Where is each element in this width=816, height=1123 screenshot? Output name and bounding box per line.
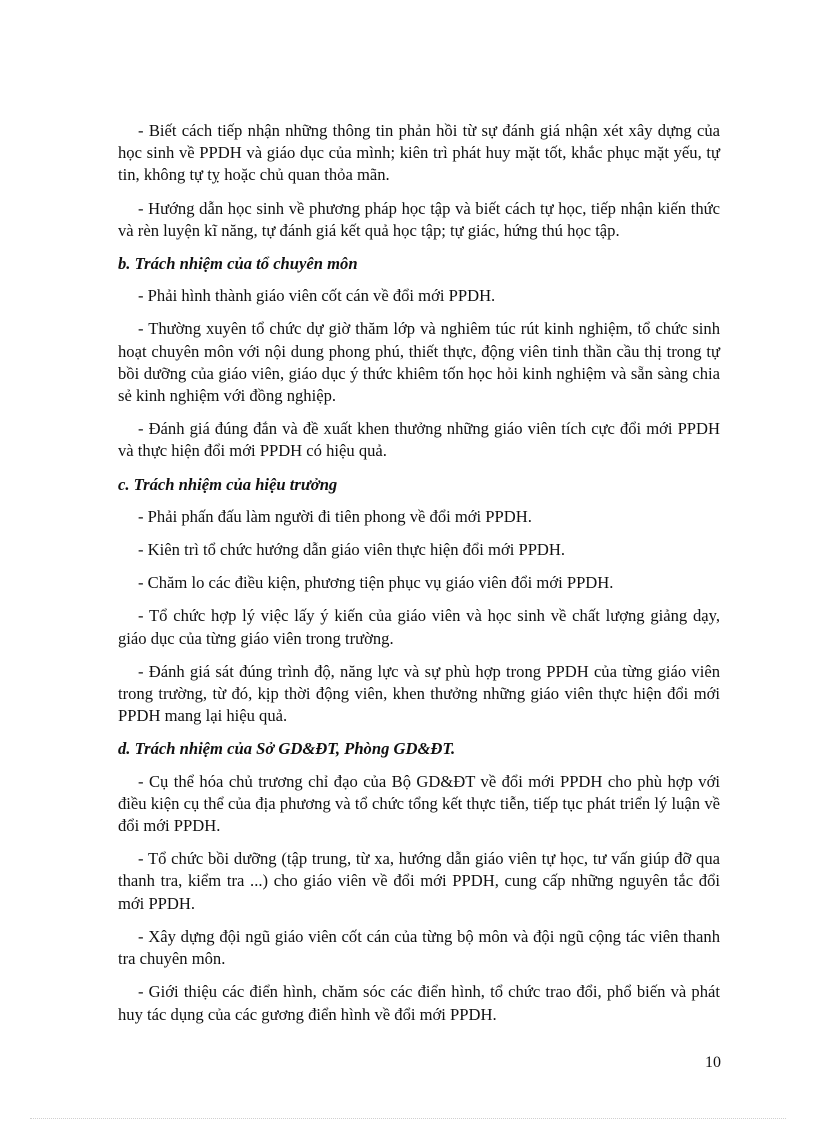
page-body: [118, 120, 720, 1037]
paragraph: - Cụ thể hóa chủ trương chỉ đạo của Bộ GD&ĐT về đổi mới PPDH cho phù hợp với điều kiện cụ thể của địa phương và tổ chức tổng kết thực tiễn, tiếp tục phát triển lý luận về đổi mới PPDH.: [118, 771, 720, 836]
paragraph: - Tổ chức bồi dưỡng (tập trung, từ xa, hướng dẫn giáo viên tự học, tư vấn giúp đỡ qua thanh tra, kiểm tra ...) cho giáo viên về đổi mới PPDH, cung cấp những nguyên tắc đổi mới PPDH.: [118, 849, 720, 913]
paragraph: - Phải hình thành giáo viên cốt cán về đổi mới PPDH.: [138, 286, 496, 306]
paragraph: - Phải phấn đấu làm người đi tiên phong về đổi mới PPDH.: [138, 506, 532, 526]
paragraph: - Giới thiệu các điển hình, chăm sóc các điển hình, tổ chức trao đổi, phổ biến và phát huy tác dụng của các gương điển hình về đổi mới PPDH.: [118, 982, 720, 1024]
page-bottom-divider: [30, 1118, 786, 1119]
paragraph: - Đánh giá đúng đắn và đề xuất khen thưởng những giáo viên tích cực đổi mới PPDH và thực hiện đổi mới PPDH có hiệu quả.: [118, 419, 720, 461]
paragraph: - Xây dựng đội ngũ giáo viên cốt cán của từng bộ môn và đội ngũ cộng tác viên thanh tra chuyên môn.: [118, 926, 720, 969]
paragraph: - Thường xuyên tổ chức dự giờ thăm lớp và nghiêm túc rút kinh nghiệm, tổ chức sinh hoạt chuyên môn với nội dung phong phú, thiết thực, động viên tinh thần cầu thị trong tự bồi dưỡng của giáo viên, giáo dục ý thức khiêm tốn học hỏi kinh nghiệm và sẵn sàng chia sẻ kinh nghiệm với đồng nghiệp.: [118, 319, 720, 406]
paragraph: - Chăm lo các điều kiện, phương tiện phục vụ giáo viên đổi mới PPDH.: [138, 573, 614, 593]
section-heading: b. Trách nhiệm của tổ chuyên môn: [118, 254, 358, 274]
paragraph: - Tổ chức hợp lý việc lấy ý kiến của giáo viên và học sinh về chất lượng giảng dạy, giáo dục của từng giáo viên trong trường.: [118, 606, 720, 648]
paragraph: - Kiên trì tổ chức hướng dẫn giáo viên thực hiện đổi mới PPDH.: [138, 540, 566, 560]
paragraph: - Biết cách tiếp nhận những thông tin phản hồi từ sự đánh giá nhận xét xây dựng của học sinh về PPDH và giáo dục của mình; kiên trì phát huy mặt tốt, khắc phục mặt yếu, tự tin, không tự tỵ hoặc chủ quan thỏa mãn.: [118, 121, 720, 185]
paragraph: - Đánh giá sát đúng trình độ, năng lực và sự phù hợp trong PPDH của từng giáo viên trong trường, từ đó, kịp thời động viên, khen thưởng những giáo viên thực hiện đổi mới PPDH mang lại hiệu quả.: [118, 661, 720, 726]
section-heading: d. Trách nhiệm của Sở GD&ĐT, Phòng GD&ĐT.: [118, 739, 456, 759]
page-number: 10: [705, 1054, 721, 1071]
paragraph: - Hướng dẫn học sinh về phương pháp học tập và biết cách tự học, tiếp nhận kiến thức và rèn luyện kĩ năng, tự đánh giá kết quả học tập; tự giác, hứng thú học tập.: [118, 198, 720, 240]
section-heading: c. Trách nhiệm của hiệu trưởng: [118, 474, 338, 494]
